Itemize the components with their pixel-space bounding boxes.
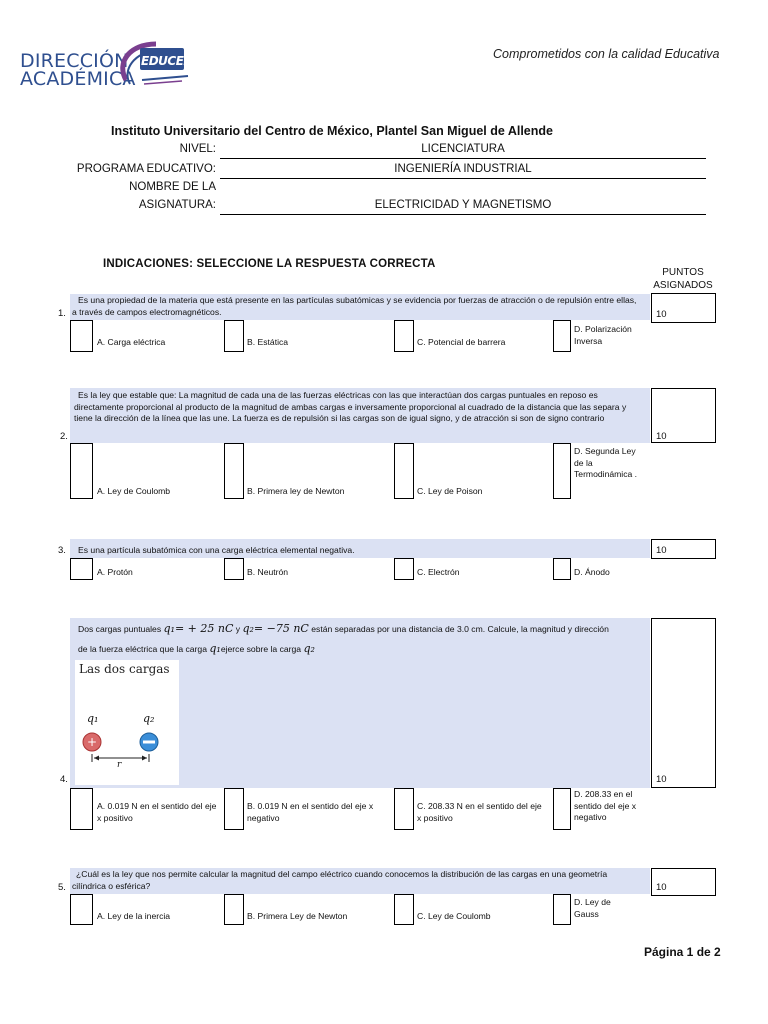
option-d-label: D. 208.33 en el sentido del eje x negativo xyxy=(574,789,637,822)
answer-checkbox-c[interactable] xyxy=(394,443,414,499)
option-c-label: C. Potencial de barrera xyxy=(417,337,506,347)
answer-checkbox-d[interactable] xyxy=(553,443,571,499)
question-text-d: ejerce sobre la carga xyxy=(220,644,302,654)
institution-name: Instituto Universitario del Centro de México, Plantel San Miguel de Allende xyxy=(111,124,553,138)
q2-symbol: q₂ xyxy=(303,642,315,655)
answer-checkbox-b[interactable] xyxy=(224,320,244,352)
answer-checkbox-d[interactable] xyxy=(553,788,571,830)
question-text-b: están separadas por una distancia de 3.0 cm. Calcule, la magnitud y dirección xyxy=(311,624,609,634)
question-text: Es una propiedad de la materia que está presente en las partículas subatómicas y se evidencia por fuerzas de atracción o de repulsión entre ellas, a través de campos electromagnéticos. xyxy=(72,295,637,317)
answer-checkbox-b[interactable] xyxy=(224,443,244,499)
option-d-label: D. Polarización Inversa xyxy=(574,324,632,346)
option-b-label: B. Primera Ley de Newton xyxy=(247,911,348,921)
answer-checkbox-a[interactable] xyxy=(70,443,93,499)
points-value: 10 xyxy=(656,774,667,785)
answer-checkbox-a[interactable] xyxy=(70,894,93,925)
figure-q1-label: q₁ xyxy=(87,712,99,725)
question-text: Es la ley que estable que: La magnitud de cada una de las fuerzas eléctricas con las que interactúan dos cargas puntuales en reposo es directamente proporcional al producto de la magnitud de ambas cargas e inversamente proporcional al cuadrado de la distancia que las separa y tiene la dirección de la línea que las une. La fuerza es de repulsión si las cargas son de igual signo, y de atracción si son de signo contrario xyxy=(74,390,627,423)
q2-expression: q₂= −75 nC xyxy=(242,622,309,635)
option-a-label: A. Protón xyxy=(97,567,133,577)
points-header xyxy=(650,266,716,292)
asignatura-value: ELECTRICIDAD Y MAGNETISMO xyxy=(220,199,706,215)
q1-expression: q₁= + 25 nC xyxy=(163,622,234,635)
option-d-label: D. Ánodo xyxy=(574,567,610,577)
logo-line-1: DIRECCIÓN xyxy=(20,50,129,72)
option-c-label: C. Electrón xyxy=(417,567,460,577)
answer-checkbox-b[interactable] xyxy=(224,558,244,580)
answer-checkbox-c[interactable] xyxy=(394,788,414,830)
option-a-label: A. Ley de Coulomb xyxy=(97,486,171,496)
answer-checkbox-a[interactable] xyxy=(70,788,93,830)
question-text: ¿Cuál es la ley que nos permite calcular la magnitud del campo eléctrico cuando conocemos la distribución de las cargas en una geometría cilíndrica o esférica? xyxy=(72,869,608,891)
programa-value: INGENIERÍA INDUSTRIAL xyxy=(220,163,706,179)
option-b-label: B. Neutrón xyxy=(247,567,289,577)
option-d-label: D. Segunda Ley de la Termodinámica . xyxy=(574,446,638,479)
question-number: 4. xyxy=(60,774,68,785)
logo-line-2: ACADÉMICA xyxy=(20,68,136,90)
nivel-label: NIVEL: xyxy=(179,143,216,155)
points-input[interactable] xyxy=(651,618,716,788)
slogan: Comprometidos con la calidad Educativa xyxy=(493,47,720,61)
svg-text:+: + xyxy=(86,735,98,749)
option-d-label: D. Ley de Gauss xyxy=(574,897,611,919)
option-c-label: C. 208.33 N en el sentido del eje x positivo xyxy=(417,801,542,823)
question-number: 1. xyxy=(58,308,66,319)
asignatura-label-1: NOMBRE DE LA xyxy=(129,181,216,193)
figure-title: Las dos cargas xyxy=(79,662,170,676)
question-text-c: de la fuerza eléctrica que la carga xyxy=(78,644,207,654)
question-text: Es una partícula subatómica con una carga eléctrica elemental negativa. xyxy=(78,545,355,555)
option-a-label: A. 0.019 N en el sentido del eje x positivo xyxy=(97,801,217,823)
option-a-label: A. Carga eléctrica xyxy=(97,337,166,347)
points-value: 10 xyxy=(656,309,667,320)
logo-badge: EDUCEM xyxy=(141,54,195,68)
figure-q2-label: q₂ xyxy=(143,712,155,725)
answer-checkbox-d[interactable] xyxy=(553,894,571,925)
nivel-value: LICENCIATURA xyxy=(220,143,706,159)
answer-checkbox-d[interactable] xyxy=(553,558,571,580)
answer-checkbox-c[interactable] xyxy=(394,320,414,352)
page-number: Página 1 de 2 xyxy=(644,945,721,959)
logo xyxy=(20,46,195,94)
question-number: 3. xyxy=(58,545,66,556)
charges-diagram-icon xyxy=(75,720,179,782)
option-a-label: A. Ley de la inercia xyxy=(97,911,171,921)
programa-label: PROGRAMA EDUCATIVO: xyxy=(76,163,216,175)
answer-checkbox-d[interactable] xyxy=(553,320,571,352)
option-c-label: C. Ley de Poison xyxy=(417,486,483,496)
question-number: 5. xyxy=(58,882,66,893)
question-number: 2. xyxy=(60,431,68,442)
answer-checkbox-b[interactable] xyxy=(224,894,244,925)
question-text-line-1 xyxy=(78,623,648,636)
points-header-line-1: PUNTOS xyxy=(662,267,704,278)
answer-checkbox-b[interactable] xyxy=(224,788,244,830)
question-text-y: y xyxy=(235,624,241,634)
answer-checkbox-a[interactable] xyxy=(70,558,93,580)
points-value: 10 xyxy=(656,545,667,556)
points-value: 10 xyxy=(656,431,667,442)
points-header-line-2: ASIGNADOS xyxy=(653,280,713,291)
charges-figure xyxy=(75,660,179,785)
option-c-label: C. Ley de Coulomb xyxy=(417,911,491,921)
answer-checkbox-a[interactable] xyxy=(70,320,93,352)
question-text-line-2 xyxy=(78,643,648,656)
answer-checkbox-c[interactable] xyxy=(394,558,414,580)
option-b-label: B. Primera ley de Newton xyxy=(247,486,345,496)
option-b-label: B. Estática xyxy=(247,337,289,347)
answer-checkbox-c[interactable] xyxy=(394,894,414,925)
q1-symbol: q₁ xyxy=(209,642,221,655)
option-b-label: B. 0.019 N en el sentido del eje x negativo xyxy=(247,801,374,823)
instructions: INDICACIONES: SELECCIONE LA RESPUESTA CORRECTA xyxy=(103,258,436,270)
asignatura-label-2: ASIGNATURA: xyxy=(138,199,216,211)
figure-r-label: r xyxy=(117,760,122,770)
points-value: 10 xyxy=(656,882,667,893)
question-text-a: Dos cargas puntuales xyxy=(78,624,162,634)
